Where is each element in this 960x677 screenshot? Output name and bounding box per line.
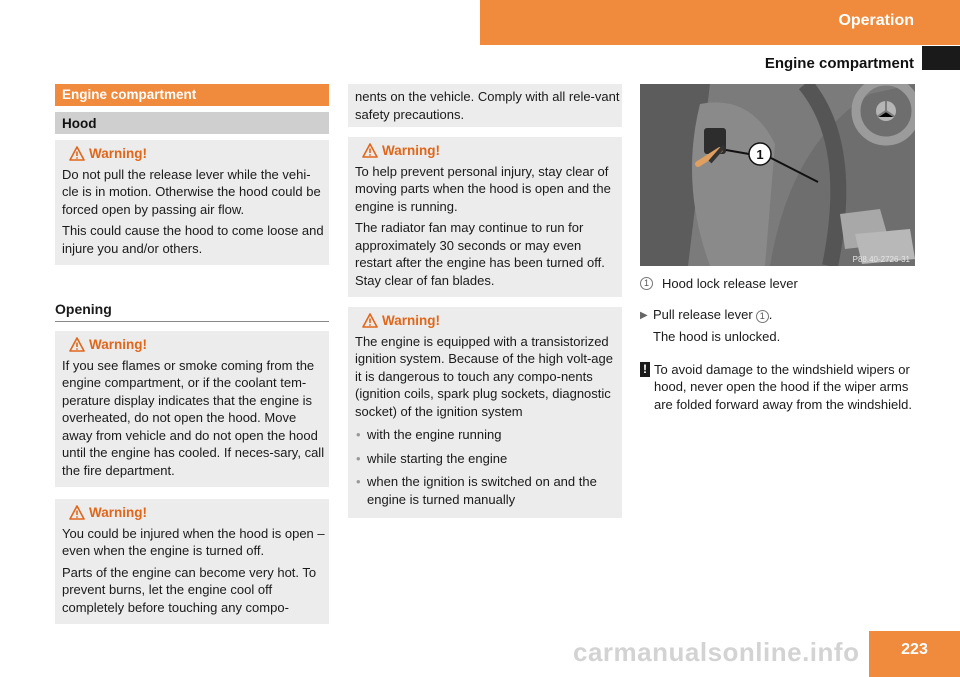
- warning-heading: [55, 145, 329, 163]
- warning-text: The radiator fan may continue to run for approximately 30 seconds or may even restart after the engine has been turned off. Stay clear of fan blades.: [355, 220, 605, 288]
- photo-callout-number: 1: [756, 147, 764, 162]
- bullet-list: [348, 426, 622, 508]
- warning-title: Warning!: [89, 505, 147, 520]
- photo-caption: [640, 275, 915, 293]
- note-exclamation-icon: !: [640, 362, 650, 377]
- warning-text: If you see flames or smoke coming from the engine compartment, or if the coolant tem-perature display indicates that the engine is overheated, do not open the hood. Move away from vehicle and do not open the hood until the engine has cooled. If neces-sary, call the fire department.: [62, 357, 325, 478]
- hood-release-lever-photo: [640, 84, 915, 266]
- list-item: • while starting the engine: [355, 450, 622, 468]
- column-2: [348, 84, 622, 518]
- list-item: • with the engine running: [355, 426, 622, 444]
- continuation-box: nents on the vehicle. Comply with all rele-vant safety precautions.: [348, 84, 622, 127]
- step-label: Pull release lever: [653, 306, 753, 322]
- warning-title: Warning!: [382, 143, 440, 158]
- callout-number-icon: 1: [640, 277, 653, 290]
- column-3: [640, 84, 915, 413]
- warning-box-flames-smoke: [55, 331, 329, 487]
- warning-title: Warning!: [89, 146, 147, 161]
- warning-triangle-icon: [362, 313, 378, 328]
- step-text: [653, 306, 772, 325]
- subsection-bar-hood: Hood: [55, 112, 329, 134]
- section-bar-engine-compartment: Engine compartment: [55, 84, 329, 106]
- warning-title: Warning!: [382, 313, 440, 328]
- warning-triangle-icon: [362, 143, 378, 158]
- watermark: carmanualsonline.info: [573, 637, 860, 667]
- warning-box-ignition-system: [348, 307, 622, 518]
- subheading-opening: Opening: [55, 301, 329, 322]
- warning-title: Warning!: [89, 337, 147, 352]
- step-arrow-icon: ▶: [640, 309, 648, 321]
- callout-number-icon: 1: [756, 310, 769, 323]
- warning-text: Parts of the engine can become very hot. To prevent burns, let the engine cool off completely before touching any compo-: [62, 564, 317, 615]
- header-tab-marker: [922, 46, 960, 70]
- warning-triangle-icon: [69, 146, 85, 161]
- warning-text: Do not pull the release lever while the vehi-cle is in motion. Otherwise the hood could be forced open by passing air flow.: [62, 166, 321, 217]
- page-title: Engine compartment: [764, 55, 914, 72]
- warning-box-moving-parts: [348, 137, 622, 297]
- warning-heading: [55, 336, 329, 354]
- warning-triangle-icon: [69, 337, 85, 352]
- damage-note: [640, 361, 915, 414]
- warning-heading: [55, 504, 329, 522]
- list-item: • when the ignition is switched on and the engine is turned manually: [355, 473, 622, 508]
- warning-heading: [348, 312, 622, 330]
- caption-text: Hood lock release lever: [662, 276, 798, 291]
- warning-text: You could be injured when the hood is open – even when the engine is turned off.: [62, 525, 325, 558]
- photo-code: P88.40-2726-31: [852, 255, 910, 264]
- warning-triangle-icon: [69, 505, 85, 520]
- warning-text: The engine is equipped with a transistorized ignition system. Because of the high volt-age it is dangerous to touch any compo-nents (ignition coils, spark plug sockets, diagnostic socket) of the ignition system: [355, 333, 613, 419]
- warning-box-hood-open-injury: [55, 499, 329, 624]
- page-number: 223: [869, 631, 960, 677]
- step-end: .: [768, 306, 773, 322]
- photo-illustration: [640, 84, 915, 266]
- header-section-label: Operation: [838, 12, 914, 29]
- warning-box-release-lever: [55, 140, 329, 265]
- column-1: [55, 84, 329, 624]
- step-result: The hood is unlocked.: [653, 329, 781, 344]
- warning-text: To help prevent personal injury, stay clear of moving parts when the hood is open and the engine is running.: [355, 163, 611, 214]
- instruction-step: [640, 306, 915, 325]
- warning-text: This could cause the hood to come loose and injure you and/or others.: [62, 223, 324, 256]
- note-text: To avoid damage to the windshield wipers or hood, never open the hood if the wiper arms are folded forward away from the windshield.: [654, 361, 912, 412]
- warning-heading: [348, 142, 622, 160]
